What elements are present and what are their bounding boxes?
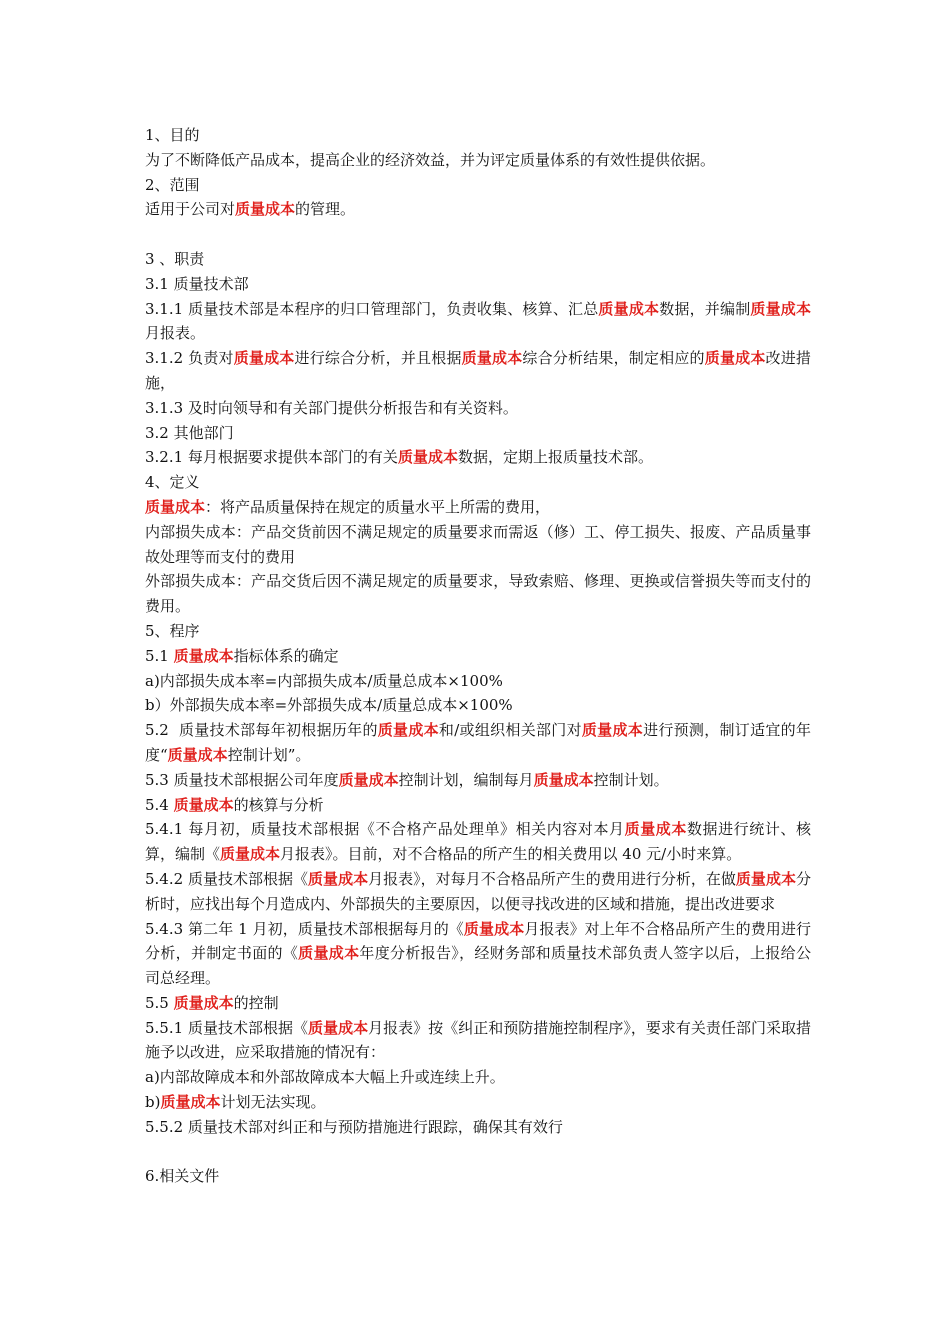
document-paragraph: a)内部故障成本和外部故障成本大幅上升或连续上升。 xyxy=(145,1068,505,1087)
document-paragraph: 3.1.2 负责对质量成本进行综合分析，并且根据质量成本综合分析结果，制定相应的质量成本改进措施， xyxy=(145,349,811,392)
document-paragraph: 2、范围 xyxy=(145,175,200,194)
document-paragraph: 3.2 其他部门 xyxy=(145,423,234,442)
highlighted-term: 质量成本 xyxy=(463,919,525,938)
document-paragraph: 5.2 质量技术部每年初根据历年的质量成本和/或组织相关部门对质量成本进行预测，制订适宜的年度“质量成本控制计划”。 xyxy=(145,721,811,764)
document-paragraph: 为了不断降低产品成本，提高企业的经济效益，并为评定质量体系的有效性提供依据。 xyxy=(145,150,716,169)
document-paragraph: a)内部损失成本率=内部损失成本/质量总成本×100% xyxy=(145,671,503,690)
highlighted-term: 质量成本 xyxy=(461,349,523,368)
document-paragraph: 5、程序 xyxy=(145,621,200,640)
highlighted-term: 质量成本 xyxy=(173,993,234,1012)
document-paragraph: 5.3 质量技术部根据公司年度质量成本控制计划，编制每月质量成本控制计划。 xyxy=(145,770,669,789)
document-paragraph: b)质量成本计划无法实现。 xyxy=(145,1093,326,1112)
document-paragraph: 内部损失成本：产品交货前因不满足规定的质量要求而需返（修）工、停工损失、报废、产品质量事故处理等而支付的费用 xyxy=(145,522,811,566)
document-paragraph: 5.4 质量成本的核算与分析 xyxy=(145,795,324,814)
document-paragraph: 5.4.2 质量技术部根据《质量成本月报表》，对每月不合格品所产生的费用进行分析，在做质量成本分析时，应找出每个月造成内、外部损失的主要原因，以便寻找改进的区域和措施，提出改进要求 xyxy=(145,869,811,913)
highlighted-term: 质量成本 xyxy=(145,497,206,516)
document-paragraph: 5.4.1 每月初，质量技术部根据《不合格产品处理单》相关内容对本月质量成本数据进行统计、核算，编制《质量成本月报表》。目前，对不合格品的所产生的相关费用以 40 元/小时来算。 xyxy=(145,820,811,864)
blank-line xyxy=(145,222,811,247)
highlighted-term: 质量成本 xyxy=(377,721,439,740)
highlighted-term: 质量成本 xyxy=(598,299,660,318)
document-paragraph: 6.相关文件 xyxy=(145,1167,220,1186)
highlighted-term: 质量成本 xyxy=(173,646,234,665)
document-paragraph: 3.1.3 及时向领导和有关部门提供分析报告和有关资料。 xyxy=(145,398,518,417)
blank-line xyxy=(145,1140,811,1165)
document-paragraph: 质量成本：将产品质量保持在规定的质量水平上所需的费用， xyxy=(145,497,551,516)
document-paragraph: 3 、职责 xyxy=(145,249,205,268)
highlighted-term: 质量成本 xyxy=(624,820,687,839)
document-paragraph: 4、定义 xyxy=(145,473,200,492)
highlighted-term: 质量成本 xyxy=(160,1093,221,1112)
highlighted-term: 质量成本 xyxy=(308,869,369,888)
highlighted-term: 质量成本 xyxy=(750,299,811,318)
document-paragraph: 5.4.3 第二年 1 月初，质量技术部根据每月的《质量成本月报表》对上年不合格品所产生的费用进行分析，并制定书面的《质量成本年度分析报告》，经财务部和质量技术部负责人签字以后，上报给公司总经理。 xyxy=(145,919,811,988)
highlighted-term: 质量成本 xyxy=(735,869,796,888)
highlighted-term: 质量成本 xyxy=(233,349,295,368)
document-paragraph: 5.5.2 质量技术部对纠正和与预防措施进行跟踪，确保其有效行 xyxy=(145,1117,563,1136)
highlighted-term: 质量成本 xyxy=(581,721,644,740)
document-paragraph: 适用于公司对质量成本的管理。 xyxy=(145,200,356,219)
document-paragraph: 5.1 质量成本指标体系的确定 xyxy=(145,646,339,665)
highlighted-term: 质量成本 xyxy=(298,944,360,963)
document-paragraph: 5.5 质量成本的控制 xyxy=(145,993,279,1012)
document-paragraph: 1、目的 xyxy=(145,126,200,144)
highlighted-term: 质量成本 xyxy=(308,1018,369,1037)
document-paragraph: 3.1.1 质量技术部是本程序的归口管理部门，负责收集、核算、汇总质量成本数据，并编制质量成本月报表。 xyxy=(145,299,811,343)
highlighted-term: 质量成本 xyxy=(704,349,766,368)
highlighted-term: 质量成本 xyxy=(235,200,296,219)
document-paragraph: 5.5.1 质量技术部根据《质量成本月报表》按《纠正和预防措施控制程序》，要求有关责任部门采取措施予以改进，应采取措施的情况有： xyxy=(145,1018,811,1062)
highlighted-term: 质量成本 xyxy=(397,448,458,467)
document-body xyxy=(145,123,811,1189)
document-paragraph: 3.2.1 每月根据要求提供本部门的有关质量成本数据，定期上报质量技术部。 xyxy=(145,448,653,467)
document-paragraph: 外部损失成本：产品交货后因不满足规定的质量要求，导致索赔、修理、更换或信誉损失等而支付的费用。 xyxy=(145,572,811,616)
highlighted-term: 质量成本 xyxy=(173,795,234,814)
highlighted-term: 质量成本 xyxy=(338,770,399,789)
highlighted-term: 质量成本 xyxy=(220,845,281,864)
highlighted-term: 质量成本 xyxy=(167,745,228,764)
document-paragraph: b）外部损失成本率=外部损失成本/质量总成本×100% xyxy=(145,696,513,715)
document-paragraph: 3.1 质量技术部 xyxy=(145,274,249,293)
highlighted-term: 质量成本 xyxy=(533,770,594,789)
